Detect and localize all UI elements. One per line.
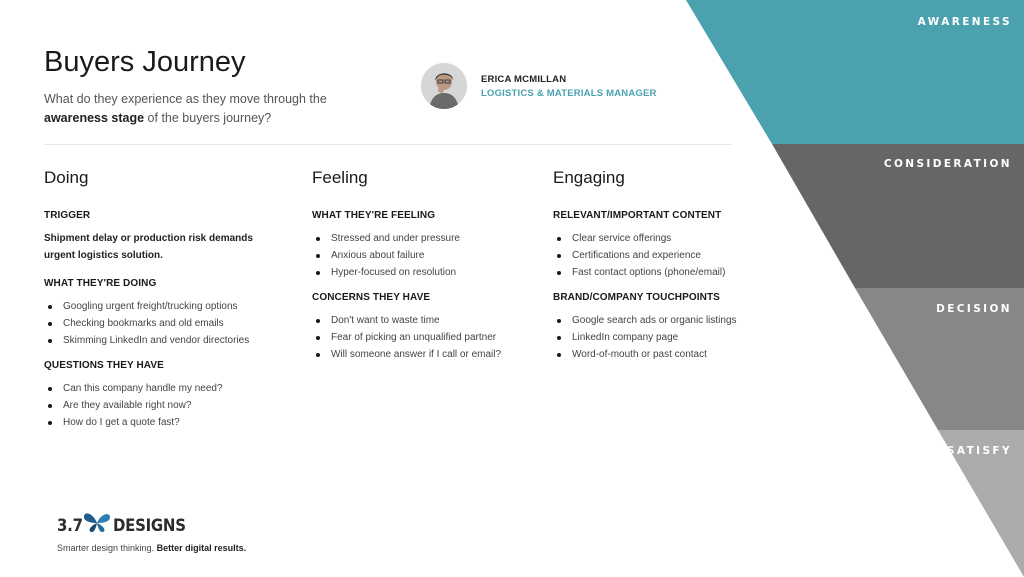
page-title: Buyers Journey — [44, 46, 246, 78]
list-item: Can this company handle my need? — [44, 380, 274, 397]
feeling-heading: Feeling — [312, 168, 368, 187]
questions-title: QUESTIONS THEY HAVE — [44, 360, 164, 371]
touchpoints-list — [553, 312, 737, 363]
concerns-title: CONCERNS THEY HAVE — [312, 292, 431, 303]
concerns-list — [312, 312, 501, 363]
persona-avatar — [421, 63, 467, 109]
engaging-column — [553, 168, 737, 374]
list-item: Stressed and under pressure — [312, 230, 501, 247]
tagline-emphasis: Better digital results. — [156, 543, 247, 553]
subtitle-text-end: of the buyers journey? — [147, 111, 272, 125]
doing-list-title: WHAT THEY'RE DOING — [44, 278, 157, 289]
list-item: Will someone answer if I call or email? — [312, 346, 501, 363]
list-item: Skimming LinkedIn and vendor directories — [44, 332, 274, 349]
subtitle-text: What do they experience as they move through the — [44, 92, 327, 106]
list-item: How do I get a quote fast? — [44, 414, 274, 431]
persona-role: LOGISTICS & MATERIALS MANAGER — [481, 88, 657, 99]
list-item: Anxious about failure — [312, 247, 501, 264]
header-divider — [44, 144, 732, 145]
list-item: Are they available right now? — [44, 397, 274, 414]
list-item: Googling urgent freight/trucking options — [44, 298, 274, 315]
logo-number: 3.7 — [57, 516, 83, 536]
person-photo-icon — [421, 63, 467, 109]
list-item: Clear service offerings — [553, 230, 737, 247]
list-item: Word-of-mouth or past contact — [553, 346, 737, 363]
subtitle-emphasis: awareness stage — [44, 111, 145, 125]
logo-word: DESIGNS — [113, 516, 186, 536]
page-subtitle — [44, 90, 354, 128]
butterfly-icon — [82, 510, 112, 534]
engaging-heading: Engaging — [553, 168, 625, 187]
company-logo — [57, 510, 196, 536]
tagline — [57, 543, 246, 553]
stage-label-consideration: CONSIDERATION — [883, 158, 1012, 170]
list-item: Checking bookmarks and old emails — [44, 315, 274, 332]
list-item: Google search ads or organic listings — [553, 312, 737, 329]
tagline-text: Smarter design thinking. — [57, 543, 155, 553]
list-item: LinkedIn company page — [553, 329, 737, 346]
doing-heading: Doing — [44, 168, 89, 187]
stage-label-awareness: AWARENESS — [917, 16, 1012, 28]
feeling-list — [312, 230, 501, 281]
doing-list — [44, 298, 274, 349]
list-item: Don't want to waste time — [312, 312, 501, 329]
questions-list — [44, 380, 274, 431]
list-item: Fear of picking an unqualified partner — [312, 329, 501, 346]
trigger-title: TRIGGER — [44, 210, 91, 221]
stage-label-decision: DECISION — [936, 303, 1012, 315]
list-item: Hyper-focused on resolution — [312, 264, 501, 281]
list-item: Certifications and experience — [553, 247, 737, 264]
list-item: Fast contact options (phone/email) — [553, 264, 737, 281]
persona-name: ERICA MCMILLAN — [481, 74, 567, 85]
stage-label-satisfy: SATISFY — [946, 445, 1012, 457]
feeling-list-title: WHAT THEY'RE FEELING — [312, 210, 436, 221]
doing-column — [44, 168, 274, 442]
content-title: RELEVANT/IMPORTANT CONTENT — [553, 210, 722, 221]
touchpoints-title: BRAND/COMPANY TOUCHPOINTS — [553, 292, 720, 303]
feeling-column — [312, 168, 501, 374]
trigger-text: Shipment delay or production risk demands urgent logistics solution. — [44, 233, 253, 261]
content-list — [553, 230, 737, 281]
